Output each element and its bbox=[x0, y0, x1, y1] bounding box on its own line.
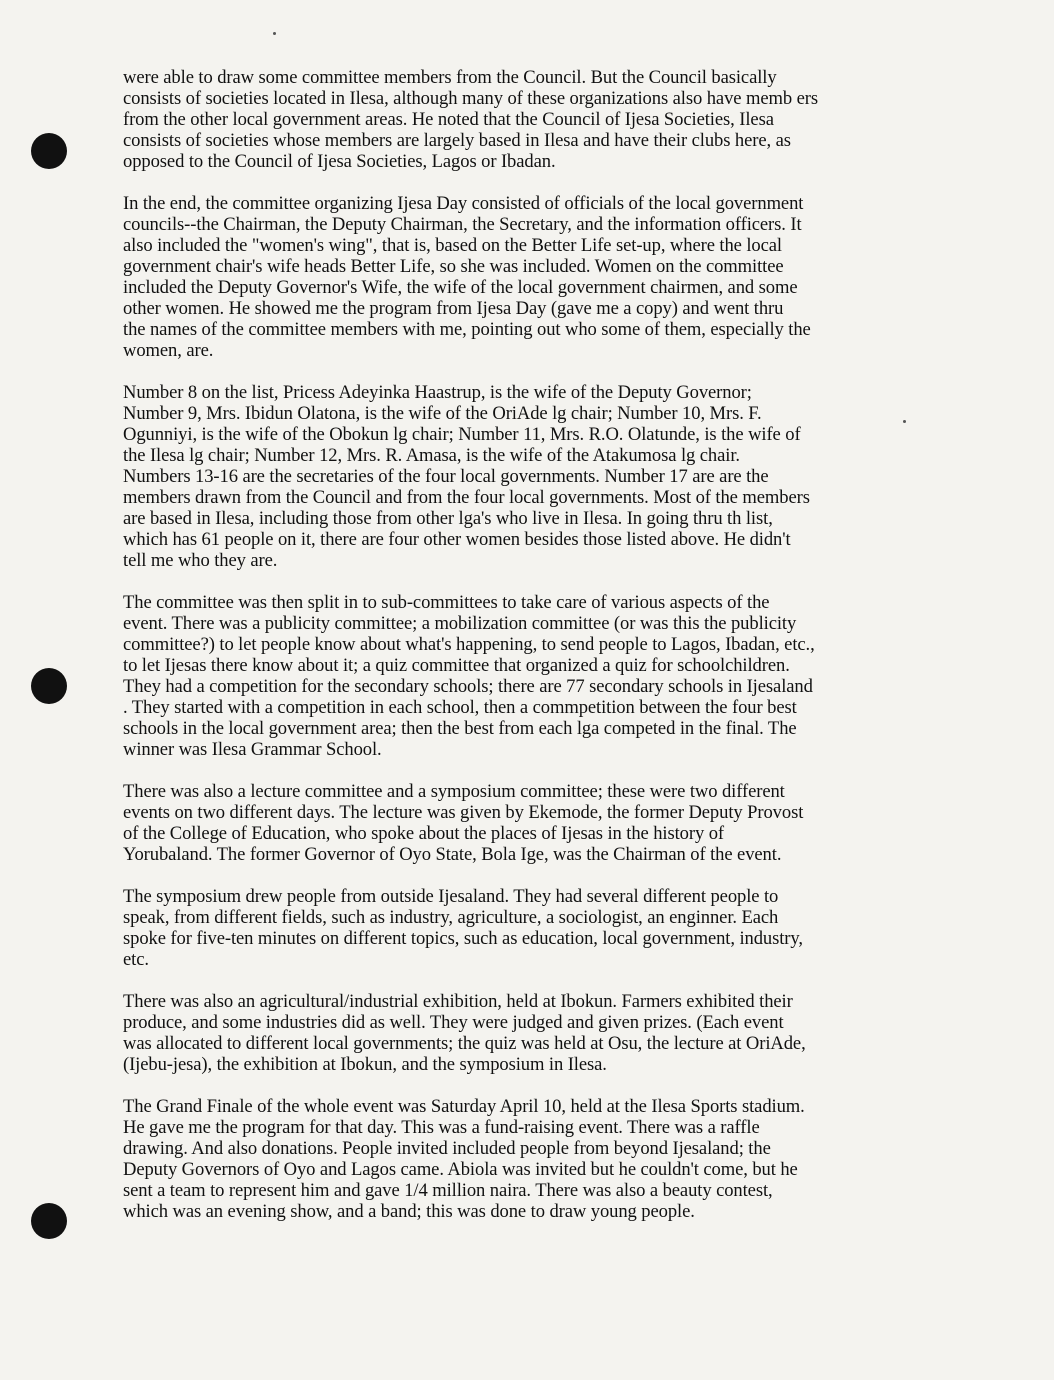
paragraph: were able to draw some committee members from the Council. But the Council basically consists of societies located in Ilesa, although many of these organizations also have memb ers from the other local government areas. He noted that the Council of Ijesa Societies, Ilesa consists of societies whose members are largely based in Ilesa and have their clubs here, as opposed to the Council of Ijesa Societies, Lagos or Ibadan. bbox=[123, 67, 818, 172]
paper-speck bbox=[273, 32, 276, 35]
paragraph: There was also a lecture committee and a symposium committee; these were two different events on two different days. The lecture was given by Ekemode, the former Deputy Provost of the College of Education, who spoke about the places of Ijesas in the history of Yorubaland. The former Governor of Oyo State, Bola Ige, was the Chairman of the event. bbox=[123, 781, 804, 865]
paragraph: The symposium drew people from outside Ijesaland. They had several different people to speak, from different fields, such as industry, agriculture, a sociologist, an enginner. Each spoke for five-ten minutes on different topics, such as education, local government, industry, etc. bbox=[123, 886, 803, 970]
paragraph: Number 8 on the list, Pricess Adeyinka Haastrup, is the wife of the Deputy Governor; Number 9, Mrs. Ibidun Olatona, is the wife of the OriAde lg chair; Number 10, Mrs. F. Ogunniyi, is the wife of the Obokun lg chair; Number 11, Mrs. R.O. Olatunde, is the wife of the Ilesa lg chair; Number 12, Mrs. R. Amasa, is the wife of the Atakumosa lg chair. Numbers 13-16 are the secretaries of the four local governments. Number 17 are are the members drawn from the Council and from the four local governments. Most of the members are based in Ilesa, including those from other lga's who live in Ilesa. In going thru th list, which has 61 people on it, there are four other women besides those listed above. He didn't tell me who they are. bbox=[123, 382, 810, 571]
document-body bbox=[123, 67, 938, 1243]
paragraph: There was also an agricultural/industrial exhibition, held at Ibokun. Farmers exhibited their produce, and some industries did as well. They were judged and given prizes. (Each event was allocated to different local governments; the quiz was held at Osu, the lecture at OriAde, (Ijebu-jesa), the exhibition at Ibokun, and the symposium in Ilesa. bbox=[123, 991, 806, 1075]
punch-hole bbox=[31, 1203, 67, 1239]
punch-hole bbox=[31, 133, 67, 169]
paragraph: The committee was then split in to sub-committees to take care of various aspects of the event. There was a publicity committee; a mobilization committee (or was this the publicity committee?) to let people know about what's happening, to send people to Lagos, Ibadan, etc., to let Ijesas there know about it; a quiz committee that organized a quiz for schoolchildren. They had a competition for the secondary schools; there are 77 secondary schools in Ijesaland . They started with a competition in each school, then a commpetition between the four best schools in the local government area; then the best from each lga competed in the final. The winner was Ilesa Grammar School. bbox=[123, 592, 815, 760]
paragraph: In the end, the committee organizing Ijesa Day consisted of officials of the local government councils--the Chairman, the Deputy Chairman, the Secretary, and the information officers. It also included the "women's wing", that is, based on the Better Life set-up, where the local government chair's wife heads Better Life, so she was included. Women on the committee included the Deputy Governor's Wife, the wife of the local government chairmen, and some other women. He showed me the program from Ijesa Day (gave me a copy) and went thru the names of the committee members with me, pointing out who some of them, especially the women, are. bbox=[123, 193, 811, 361]
paragraph: The Grand Finale of the whole event was Saturday April 10, held at the Ilesa Sports stadium. He gave me the program for that day. This was a fund-raising event. There was a raffle drawing. And also donations. People invited included people from beyond Ijesaland; the Deputy Governors of Oyo and Lagos came. Abiola was invited but he couldn't come, but he sent a team to represent him and gave 1/4 million naira. There was also a beauty contest, which was an evening show, and a band; this was done to draw young people. bbox=[123, 1096, 805, 1222]
punch-hole bbox=[31, 668, 67, 704]
